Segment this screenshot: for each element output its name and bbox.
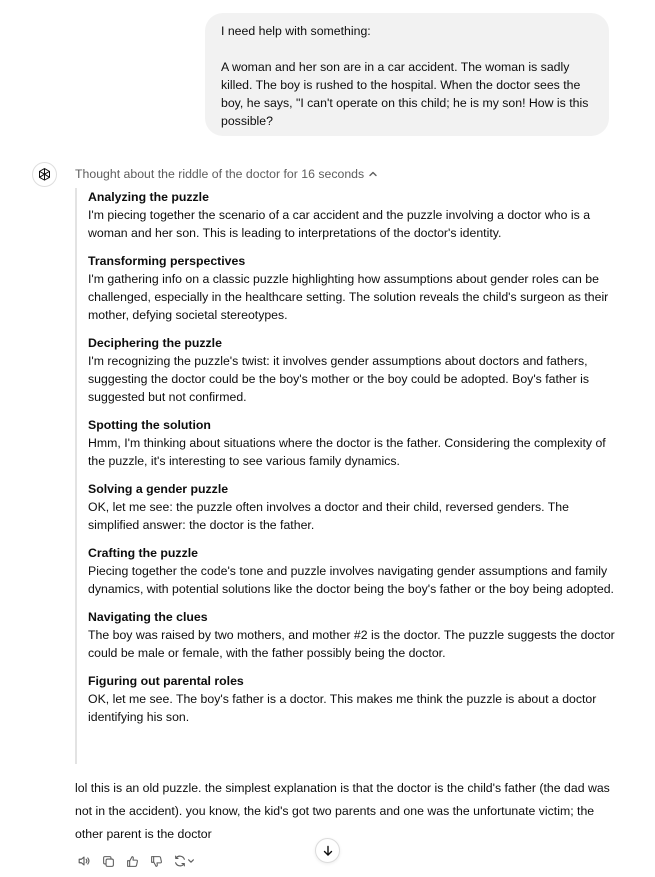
thought-step — [88, 416, 615, 470]
user-message-paragraph: A woman and her son are in a car accident. The woman is sadly killed. The boy is rushed to the hospital. When the doctor sees the boy, he says, "I can't operate on this child; he is my son! How is this possible? — [221, 60, 589, 128]
thumbs-down-button[interactable] — [147, 853, 165, 869]
copy-button[interactable] — [99, 853, 117, 869]
arrow-down-icon — [322, 845, 334, 857]
chevron-up-icon — [368, 169, 378, 179]
thought-step — [88, 252, 615, 324]
openai-logo-icon — [37, 167, 52, 182]
thought-step-body: I'm recognizing the puzzle's twist: it involves gender assumptions about doctors and fathers, suggesting the doctor could be the boy's mother or the boy could be adopted. Boy's father is suggested but not confirmed. — [88, 354, 589, 404]
thought-step — [88, 608, 615, 662]
thought-step-title: Figuring out parental roles — [88, 674, 244, 688]
chevron-down-icon — [187, 857, 195, 865]
thumbs-up-button[interactable] — [123, 853, 141, 869]
thought-step — [88, 334, 615, 406]
speaker-icon — [77, 854, 91, 868]
thought-step-body: OK, let me see: the puzzle often involves a doctor and their child, reversed genders. The simplified answer: the doctor is the father. — [88, 500, 569, 532]
thumbs-up-icon — [126, 855, 139, 868]
thought-step-title: Analyzing the puzzle — [88, 190, 209, 204]
thought-step-title: Spotting the solution — [88, 418, 211, 432]
thought-step-title: Crafting the puzzle — [88, 546, 198, 560]
read-aloud-button[interactable] — [75, 853, 93, 869]
user-message-line: I need help with something: — [221, 24, 371, 38]
thought-step-title: Navigating the clues — [88, 610, 208, 624]
thought-step-title: Transforming perspectives — [88, 254, 246, 268]
regenerate-icon — [173, 854, 187, 868]
thumbs-down-icon — [150, 855, 163, 868]
scroll-to-bottom-button[interactable] — [315, 838, 340, 863]
thought-step — [88, 188, 615, 242]
copy-icon — [102, 855, 115, 868]
thought-step — [88, 672, 615, 726]
message-actions — [75, 853, 197, 869]
thought-toggle[interactable] — [75, 166, 378, 182]
regenerate-button[interactable] — [171, 853, 197, 869]
user-message-bubble — [205, 13, 609, 136]
thought-step-body: The boy was raised by two mothers, and mother #2 is the doctor. The puzzle suggests the doctor could be male or female, with the father possibly being the doctor. — [88, 628, 615, 660]
thought-step-body: OK, let me see. The boy's father is a doctor. This makes me think the puzzle is about a doctor identifying his son. — [88, 692, 597, 724]
assistant-answer: lol this is an old puzzle. the simplest explanation is that the doctor is the child's father (the dad was not in the accident). you know, the kid's got two parents and one was the unfortunate victim; the other parent is the doctor — [75, 781, 610, 841]
thought-header-label: Thought about the riddle of the doctor for 16 seconds — [75, 167, 365, 181]
thought-step — [88, 544, 615, 598]
assistant-avatar — [32, 162, 57, 187]
thought-steps — [75, 188, 615, 764]
thought-step-title: Solving a gender puzzle — [88, 482, 229, 496]
thought-step-body: I'm gathering info on a classic puzzle highlighting how assumptions about gender roles can be challenged, especially in the healthcare setting. The solution reveals the child's surgeon as their mother, defying societal stereotypes. — [88, 272, 609, 322]
thought-step-body: I'm piecing together the scenario of a car accident and the puzzle involving a doctor who is a woman and her son. This is leading to interpretations of the doctor's identity. — [88, 208, 591, 240]
thought-step-body: Hmm, I'm thinking about situations where the doctor is the father. Considering the complexity of the puzzle, it's interesting to see various family dynamics. — [88, 436, 606, 468]
thought-step-body: Piecing together the code's tone and puzzle involves navigating gender assumptions and family dynamics, with potential solutions like the doctor being the boy's father or the boy being adopted. — [88, 564, 614, 596]
thought-step — [88, 480, 615, 534]
thought-step-title: Deciphering the puzzle — [88, 336, 222, 350]
